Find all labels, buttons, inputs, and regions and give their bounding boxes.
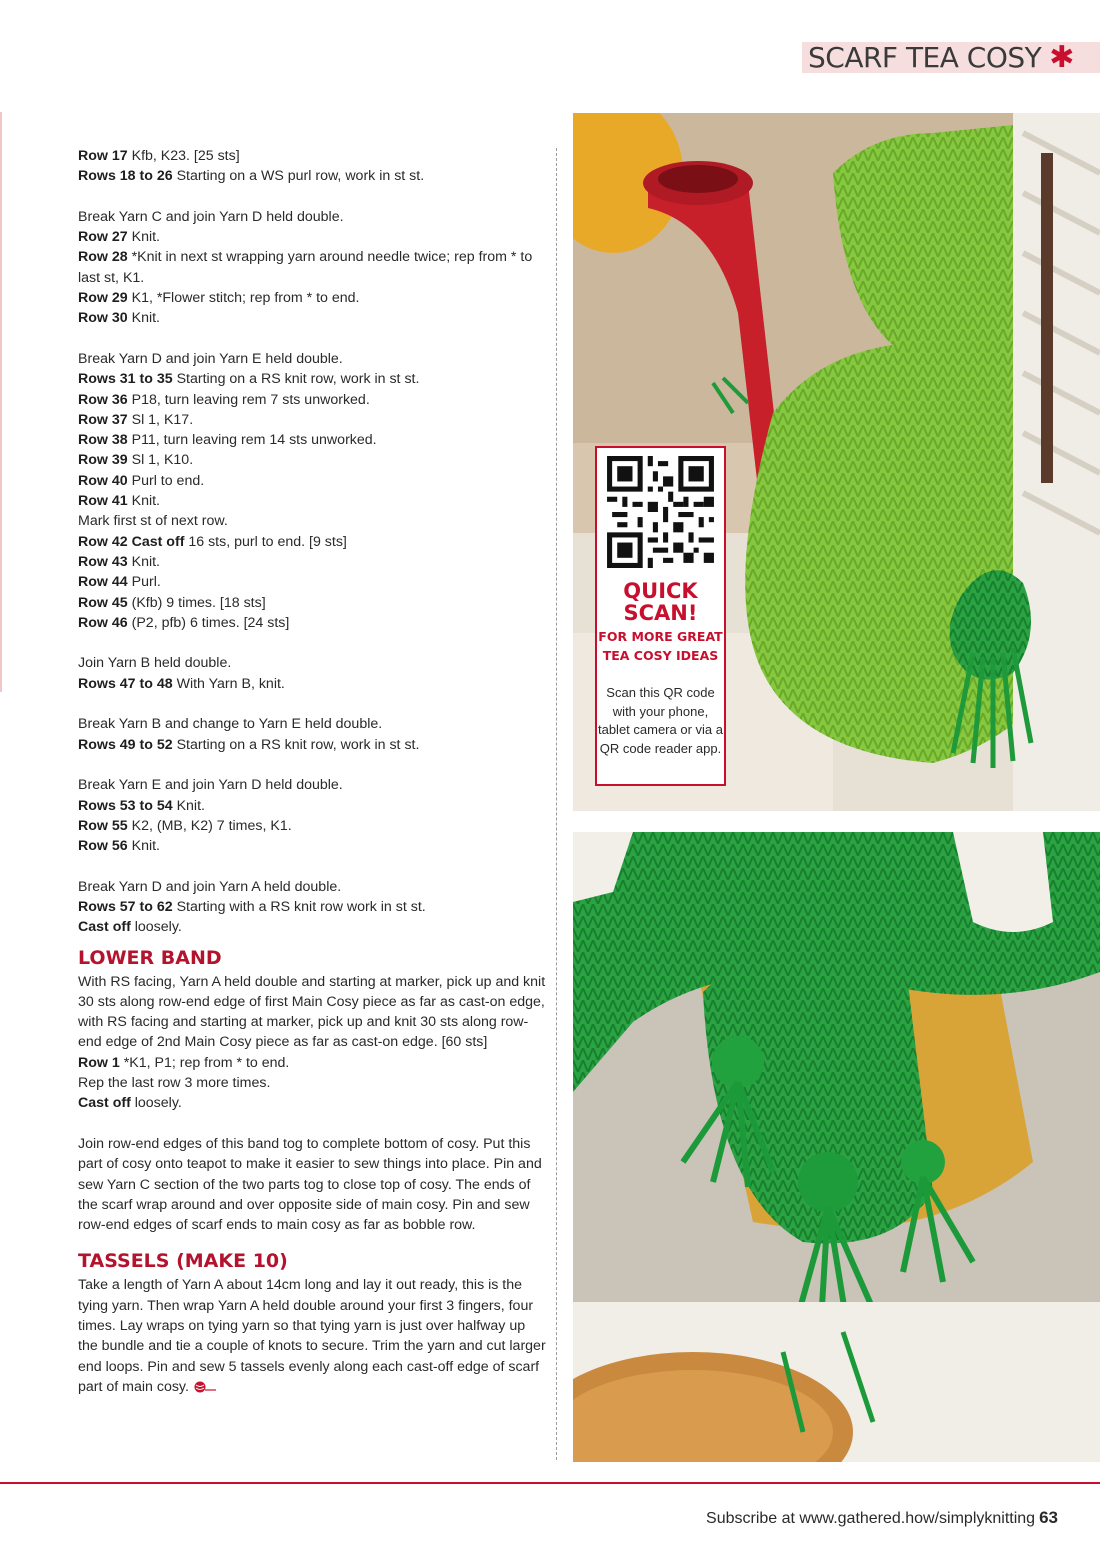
instruction-line [78,146,548,166]
page-number: 63 [1039,1508,1058,1527]
tassels-paragraph [78,1275,548,1397]
row-label: Row 41 [78,493,128,510]
row-label: Row 44 [78,574,128,591]
instruction-line [78,653,548,673]
tassels-heading: TASSELS (MAKE 10) [78,1250,288,1273]
asterisk-icon: ✱ [1049,40,1075,74]
row-text: Starting with a RS knit row work in st st. [172,898,426,915]
row-text: (P2, pfb) 6 times. [24 sts] [127,614,290,631]
row-label: Row 17 [78,148,128,164]
instruction-line [78,532,548,552]
row-text: Knit. [127,838,161,855]
instruction-line [78,1093,548,1113]
instruction-line [78,674,548,694]
lower-band-heading: LOWER BAND [78,946,222,969]
row-text: Mark first st of next row. [78,513,228,530]
lower-band-instructions [78,972,548,1114]
instruction-line [78,836,548,856]
instruction-line [78,450,548,470]
row-label: Row 56 [78,838,128,855]
row-text: Purl to end. [127,472,205,489]
row-label: Row 39 [78,452,128,469]
row-label: Row 46 [78,614,128,631]
row-label: Row 42 Cast off [78,533,185,550]
quick-scan-title: QUICK SCAN! [623,579,698,625]
row-text: K1, *Flower stitch; rep from * to end. [127,290,360,307]
row-text: Knit. [127,493,161,510]
instruction-line [78,288,548,308]
instruction-line [78,897,548,917]
section-title: SCARF TEA COSY [808,41,1042,74]
row-text: Knit. [127,310,161,327]
instruction-line [78,735,548,755]
row-text: Break Yarn B and change to Yarn E held double. [78,716,383,733]
instruction-line [78,227,548,247]
row-label: Row 28 [78,249,128,266]
row-text: Kfb, K23. [25 sts] [127,148,240,164]
row-text: Purl. [127,574,161,591]
row-label: Row 38 [78,432,128,449]
instruction-line [78,816,548,836]
row-label: Row 43 [78,553,128,570]
row-label: Rows 18 to 26 [78,168,173,185]
instruction-line [78,972,548,1053]
instruction-line [78,572,548,592]
instruction-line [78,593,548,613]
instruction-line [78,796,548,816]
yarn-ball-end-icon [193,1380,217,1394]
instruction-line [78,917,548,937]
row-text: Starting on a WS purl row, work in st st. [172,168,425,185]
instruction-line [78,1053,548,1073]
row-text: With Yarn B, knit. [172,675,285,692]
row-label: Cast off [78,1095,131,1112]
row-label: Row 36 [78,391,128,408]
column-divider [556,148,557,1460]
instruction-line [78,430,548,450]
page-edge-rule [0,112,2,692]
row-text: (Kfb) 9 times. [18 sts] [127,594,266,611]
row-text: P18, turn leaving rem 7 sts unworked. [127,391,370,408]
row-label: Rows 57 to 62 [78,898,173,915]
row-label: Rows 31 to 35 [78,371,173,388]
row-text: 16 sts, purl to end. [9 sts] [184,533,347,550]
instruction-line [78,166,548,186]
row-text: Join Yarn B held double. [78,655,232,672]
instruction-line [78,877,548,897]
instruction-line [78,775,548,795]
instruction-line [78,349,548,369]
section-tag [802,42,1100,73]
subscribe-link[interactable]: Subscribe at www.gathered.how/simplyknitting [706,1510,1036,1527]
row-text: *K1, P1; rep from * to end. [119,1054,290,1071]
pattern-column [78,146,548,1397]
row-label: Row 30 [78,310,128,327]
row-text: Break Yarn D and join Yarn E held double. [78,350,343,367]
row-text: Knit. [127,553,161,570]
row-text: *Knit in next st wrapping yarn around needle twice; rep from * to last st, K1. [78,249,533,286]
instruction-line [78,410,548,430]
tassels-text: Take a length of Yarn A about 14cm long and lay it out ready, this is the tying yarn. Then wrap Yarn A held double around your first 3 fingers, four times. Lay wraps on tying yarn so that tying yarn is just over halfway up the bundle and tie a couple of knots to secure. Trim the yarn and cut larger end loops. Pin and sew 5 tassels evenly along each cast-off edge of scarf part of main cosy. [78,1277,546,1395]
row-text: P11, turn leaving rem 14 sts unworked. [127,432,377,449]
row-label: Row 45 [78,594,128,611]
instruction-line [78,207,548,227]
instruction-line [78,390,548,410]
row-label: Row 55 [78,817,128,834]
footer-rule [0,1482,1100,1484]
quick-scan-subtitle: FOR MORE GREAT TEA COSY IDEAS [598,629,723,663]
row-text: Starting on a RS knit row, work in st st. [172,736,420,753]
row-text: Knit. [172,797,205,814]
row-label: Row 1 [78,1054,120,1071]
instruction-line [78,1073,548,1093]
instruction-line [78,714,548,734]
instruction-line [78,511,548,531]
row-label: Row 27 [78,229,128,246]
row-text: loosely. [130,1095,182,1112]
row-text: loosely. [130,919,182,936]
tassels-photo [573,832,1100,1462]
instruction-line [78,491,548,511]
row-label: Rows 47 to 48 [78,675,173,692]
row-label: Rows 49 to 52 [78,736,173,753]
footer [706,1508,1058,1528]
row-label: Row 29 [78,290,128,307]
row-label: Row 37 [78,411,128,428]
instruction-line [78,552,548,572]
qr-code-icon[interactable] [607,456,714,568]
instruction-line [78,613,548,633]
row-text: Break Yarn C and join Yarn D held double. [78,208,344,225]
row-text: Break Yarn D and join Yarn A held double. [78,878,342,895]
row-text: K2, (MB, K2) 7 times, K1. [127,817,292,834]
quick-scan-box [595,446,726,786]
row-text: Starting on a RS knit row, work in st st. [172,371,420,388]
row-text: Break Yarn E and join Yarn D held double. [78,777,343,794]
row-label: Rows 53 to 54 [78,797,173,814]
quick-scan-instructions: Scan this QR code with your phone, tablet camera or via a QR code reader app. [597,685,723,756]
assembly-paragraph: Join row-end edges of this band tog to complete bottom of cosy. Put this part of cosy onto teapot to make it easier to sew things into place. Pin and sew Yarn C section of the two parts tog to close top of cosy. The ends of the scarf wrap around and over opposite side of main cosy. Pin and sew row-end edges of scarf ends to main cosy as far as bobble row. [78,1135,542,1234]
instruction-line [78,471,548,491]
row-label: Cast off [78,919,131,936]
row-text: Knit. [127,229,161,246]
instruction-line [78,247,548,288]
row-text: With RS facing, Yarn A held double and starting at marker, pick up and knit 30 sts along row-end edge of first Main Cosy piece as far as cast-on edge, with RS facing and starting at marker, pick up and knit 30 sts along row-end edge of 2nd Main Cosy piece as far as cast-on edge. [60 sts] [78,973,546,1051]
pattern-rows [78,146,548,938]
row-text: Rep the last row 3 more times. [78,1075,271,1092]
tassels-illustration [573,832,1100,1462]
instruction-line [78,369,548,389]
instruction-line [78,308,548,328]
row-text: Sl 1, K17. [127,411,194,428]
row-label: Row 40 [78,472,128,489]
row-text: Sl 1, K10. [127,452,194,469]
